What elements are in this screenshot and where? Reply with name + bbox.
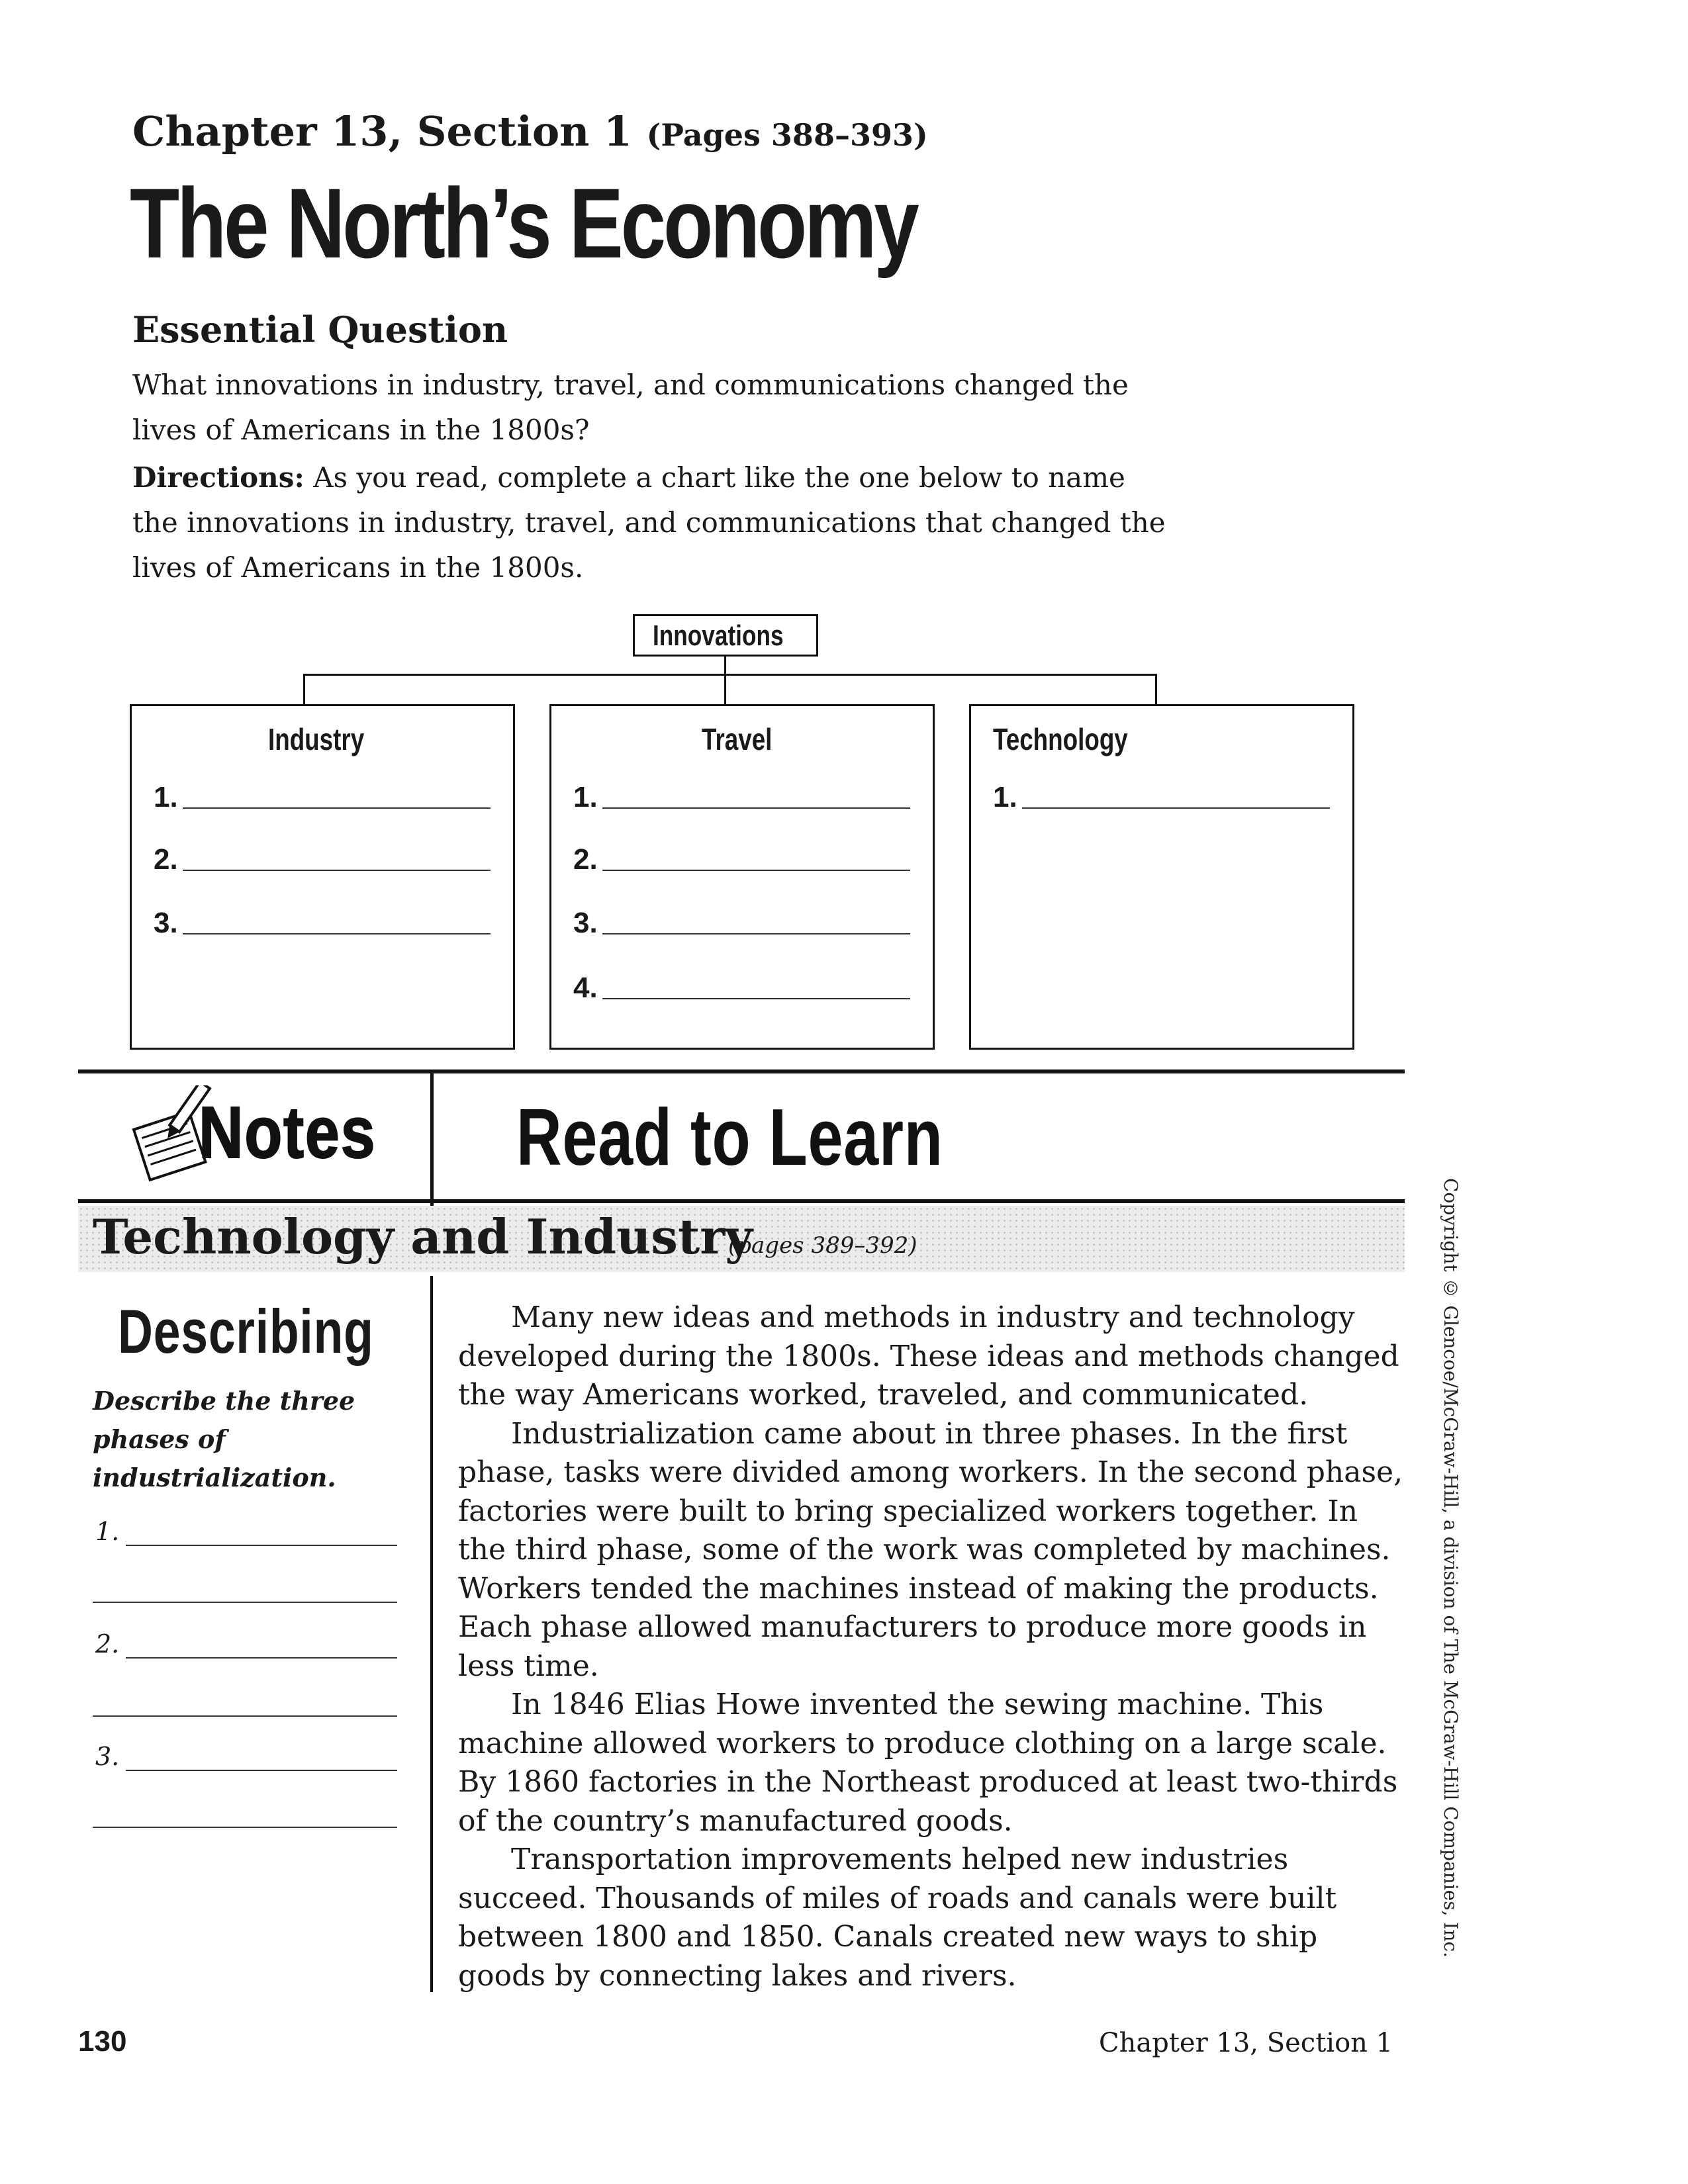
industry-item-number: 3. [154, 907, 178, 939]
describing-prompt: Describe the three phases of industrialization. [93, 1386, 355, 1492]
sidebar-answer-line-2b[interactable] [93, 1715, 397, 1717]
industry-answer-line-1[interactable] [183, 807, 491, 809]
technology-answer-line-1[interactable] [1022, 807, 1330, 809]
sidebar-answer-line-1b[interactable] [93, 1602, 397, 1603]
chapter-section: Chapter 13, Section 1 [132, 107, 633, 156]
industry-item-number: 1. [154, 781, 178, 813]
sidebar-answer-line-3b[interactable] [93, 1827, 397, 1828]
travel-answer-line-3[interactable] [602, 933, 910, 934]
travel-item-number: 2. [573, 843, 598, 876]
paragraph: In 1846 Elias Howe invented the sewing machine. This machine allowed workers to produce clothing on a large scale. By 1860 factories in the Northeast produced at least two-thirds of the country’s manufactured goods. [458, 1688, 1398, 1838]
page-title: The North’s Economy [130, 167, 917, 279]
section-rule [78, 1199, 1405, 1203]
section-heading: Technology and Industry [93, 1208, 753, 1265]
travel-answer-line-1[interactable] [602, 807, 910, 809]
travel-answer-line-2[interactable] [602, 870, 910, 871]
industry-answer-line-3[interactable] [183, 933, 491, 934]
copyright-notice: Copyright © Glencoe/McGraw-Hill, a division of The McGraw-Hill Companies, Inc. [1440, 1178, 1462, 1958]
directions-text: As you read, complete a chart like the one below to name the innovations in industry, travel, and communications that changed the lives of Americans in the 1800s. [132, 461, 1166, 584]
top-rule [78, 1069, 1405, 1073]
directions-label: Directions: [132, 461, 305, 494]
sidebar-answer-line-2a[interactable] [126, 1657, 397, 1659]
column-title-travel: Travel [702, 722, 773, 756]
read-to-learn-label: Read to Learn [516, 1092, 943, 1182]
directions [132, 455, 1178, 590]
sidebar-item-number: 2. [95, 1629, 120, 1659]
section-pages: (pages 389–392) [728, 1232, 917, 1259]
chapter-pages: (Pages 388–393) [646, 117, 928, 153]
column-title-industry: Industry [268, 722, 365, 756]
industry-answer-line-2[interactable] [183, 870, 491, 871]
connector-line [303, 674, 305, 705]
describing-label: Describing [118, 1297, 374, 1366]
travel-answer-line-4[interactable] [602, 998, 910, 999]
paragraph: Industrialization came about in three phases. In the first phase, tasks were divided among workers. In the second phase, factories were built to bring specialized workers together. In the third phase, some of the work was completed by machines. Workers tended the machines instead of making the products. Each phase allowed manufacturers to produce more goods in less time. [458, 1416, 1403, 1683]
footer-chapter-reference: Chapter 13, Section 1 [1099, 2028, 1393, 2058]
chapter-heading [132, 107, 928, 156]
organizer-root-label: Innovations [653, 619, 784, 652]
notes-label: Notes [199, 1092, 377, 1173]
sidebar-item-number: 3. [95, 1742, 120, 1771]
reading-text [458, 1298, 1405, 1995]
sidebar-item-number: 1. [95, 1517, 120, 1546]
connector-line [724, 674, 726, 705]
paragraph: Many new ideas and methods in industry and technology developed during the 1800s. These ideas and methods changed the way Americans worked, traveled, and communicated. [458, 1300, 1399, 1412]
paragraph: Transportation improvements helped new industries succeed. Thousands of miles of roads and canals were built between 1800 and 1850. Canals created new ways to ship goods by connecting lakes and rivers. [458, 1843, 1337, 1993]
sidebar-answer-line-1a[interactable] [126, 1545, 397, 1546]
column-divider [430, 1069, 434, 1206]
travel-item-number: 1. [573, 781, 598, 813]
sidebar-answer-line-3a[interactable] [126, 1770, 397, 1771]
essential-question-text: What innovations in industry, travel, and communications changed the lives of Americans in the 1800s? [132, 369, 1129, 446]
connector-line [724, 657, 726, 675]
travel-item-number: 4. [573, 972, 598, 1004]
connector-line [303, 674, 1157, 676]
travel-item-number: 3. [573, 907, 598, 939]
connector-line [1155, 674, 1157, 705]
page-number: 130 [78, 2025, 127, 2058]
essential-question-heading: Essential Question [132, 308, 508, 351]
technology-item-number: 1. [993, 781, 1017, 813]
column-title-technology: Technology [993, 722, 1128, 756]
industry-item-number: 2. [154, 843, 178, 876]
body-column-divider [430, 1276, 433, 1992]
